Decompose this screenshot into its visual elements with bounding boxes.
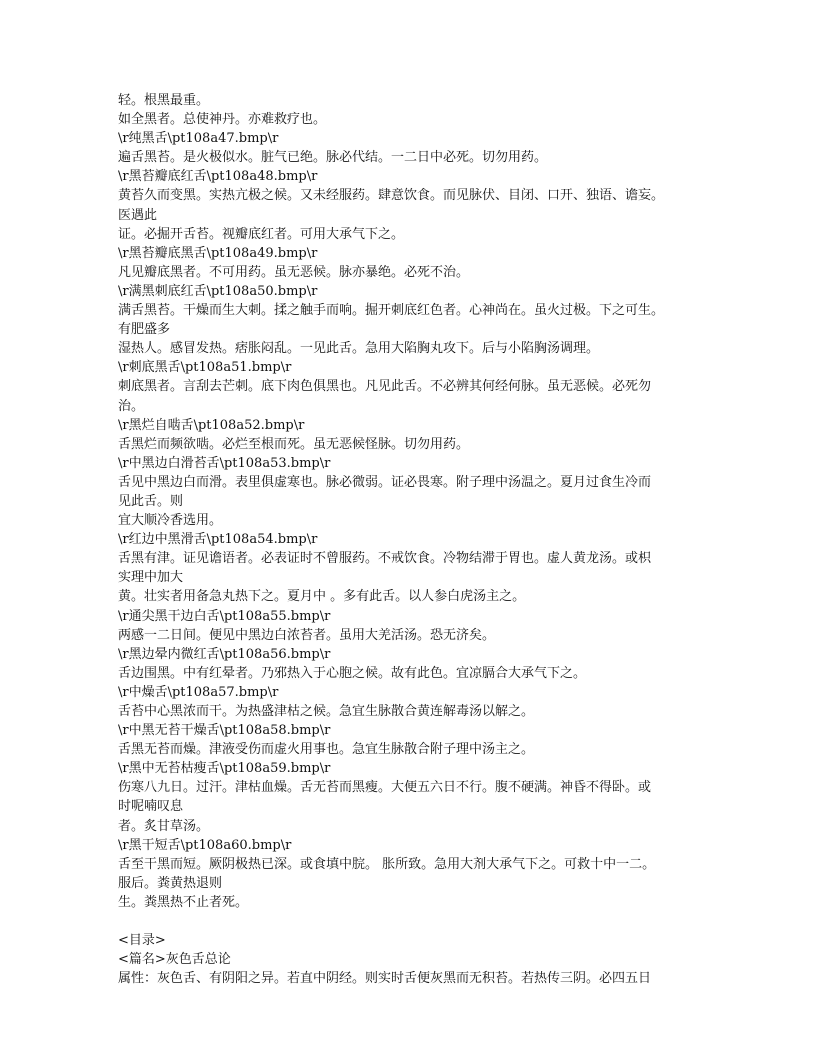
text-line: 舌苔中心黑浓而干。为热盛津枯之候。急宜生脉散合黄连解毒汤以解之。 <box>118 704 535 719</box>
text-line: 属性：灰色舌、有阴阳之异。若直中阴经。则实时舌便灰黑而无积苔。若热传三阴。必四五日 <box>118 971 652 987</box>
text-line: 如全黑者。总使神丹。亦难救疗也。 <box>118 112 327 128</box>
text-line: 实理中加大 <box>118 570 184 586</box>
text-line: \r红边中黑滑舌\pt108a54.bmp\r <box>118 532 318 548</box>
text-line: \r中黑边白滑苔舌\pt108a53.bmp\r <box>118 455 331 471</box>
text-line: 两感一二日间。便见中黑边白浓苔者。虽用大羌活汤。恐无济矣。 <box>118 627 496 643</box>
text-line: 证。必掘开舌苔。视瓣底红者。可用大承气下之。 <box>118 226 405 242</box>
text-line: 舌边围黑。中有红晕者。乃邪热入于心胞之候。故有此色。宜凉膈合大承气下之。 <box>118 665 587 681</box>
text-line: \r黑苔瓣底红舌\pt108a48.bmp\r <box>118 169 318 185</box>
text-line: 满舌黑苔。干燥而生大刺。揉之触手而响。掘开刺底红色者。心神尚在。虽火过极。下之可生。 <box>118 303 665 319</box>
text-line: 见此舌。则 <box>118 493 184 509</box>
text-line: 黄苔久而变黑。实热亢极之候。又未经服药。肆意饮食。而见脉伏、目闭、口开、独语、谵妄。 <box>118 188 665 204</box>
text-line: 时呢喃叹息 <box>118 799 184 815</box>
text-line: \r中燥舌\pt108a57.bmp\r <box>118 684 279 700</box>
text-line: \r满黑刺底红舌\pt108a50.bmp\r <box>118 283 318 299</box>
text-line: \r黑边晕内微红舌\pt108a56.bmp\r <box>118 646 331 662</box>
text-line: \r黑烂自啮舌\pt108a52.bmp\r <box>118 417 305 433</box>
text-line: 生。粪黑热不止者死。 <box>118 894 249 910</box>
text-line: 舌黑无苔而燥。津液受伤而虚火用事也。急宜生脉散合附子理中汤主之。 <box>118 742 535 758</box>
text-line: \r黑干短舌\pt108a60.bmp\r <box>118 837 292 853</box>
text-line: <目录> <box>118 933 166 949</box>
text-line: 有肥盛多 <box>118 322 171 338</box>
text-line: \r通尖黑干边白舌\pt108a55.bmp\r <box>118 608 331 624</box>
text-line: 舌见中黑边白而滑。表里俱虚寒也。脉必微弱。证必畏寒。附子理中汤温之。夏月过食生冷而 <box>118 474 652 490</box>
text-line: 服后。粪黄热退则 <box>118 875 223 891</box>
text-line: 舌黑烂而频欲啮。必烂至根而死。虽无恶候怪脉。切勿用药。 <box>118 436 470 452</box>
document-page <box>118 91 718 988</box>
text-line: \r黑苔瓣底黑舌\pt108a49.bmp\r <box>118 245 318 261</box>
text-line: 舌黑有津。证见谵语者。必表证时不曾服药。不戒饮食。冷物结滞于胃也。虚人黄龙汤。或枳 <box>118 551 652 567</box>
text-line: 宜大顺冷香选用。 <box>118 513 223 529</box>
text-line: 舌至干黑而短。厥阴极热已深。或食填中脘。 胀所致。急用大剂大承气下之。可救十中一二。 <box>118 856 656 872</box>
text-line: \r纯黑舌\pt108a47.bmp\r <box>118 131 279 147</box>
text-line: 轻。根黑最重。 <box>118 93 210 108</box>
text-line: 湿热人。感冒发热。痞胀闷乱。一见此舌。急用大陷胸丸攻下。后与小陷胸汤调理。 <box>118 341 600 357</box>
text-line: 遍舌黑苔。是火极似水。脏气已绝。脉必代结。一二日中必死。切勿用药。 <box>118 150 548 166</box>
text-line: <篇名>灰色舌总论 <box>118 952 231 968</box>
text-line: \r黑中无苔枯瘦舌\pt108a59.bmp\r <box>118 761 331 777</box>
text-line: 黄。壮实者用备急丸热下之。夏月中 。多有此舌。以人参白虎汤主之。 <box>118 589 526 605</box>
text-line: \r中黑无苔干燥舌\pt108a58.bmp\r <box>118 723 331 739</box>
text-line: 伤寒八九日。过汗。津枯血燥。舌无苔而黑瘦。大便五六日不行。腹不硬满。神昏不得卧。或 <box>118 780 652 796</box>
text-line <box>118 912 718 931</box>
text-line: 凡见瓣底黑者。不可用药。虽无恶候。脉亦暴绝。必死不治。 <box>118 264 470 280</box>
text-line: \r刺底黑舌\pt108a51.bmp\r <box>118 360 292 376</box>
text-line: 者。炙甘草汤。 <box>118 818 210 834</box>
text-line: 刺底黑者。言刮去芒刺。底下肉色俱黑也。凡见此舌。不必辨其何经何脉。虽无恶候。必死勿 <box>118 379 652 395</box>
text-line: 医遇此 <box>118 207 158 223</box>
text-line: 治。 <box>118 398 145 414</box>
